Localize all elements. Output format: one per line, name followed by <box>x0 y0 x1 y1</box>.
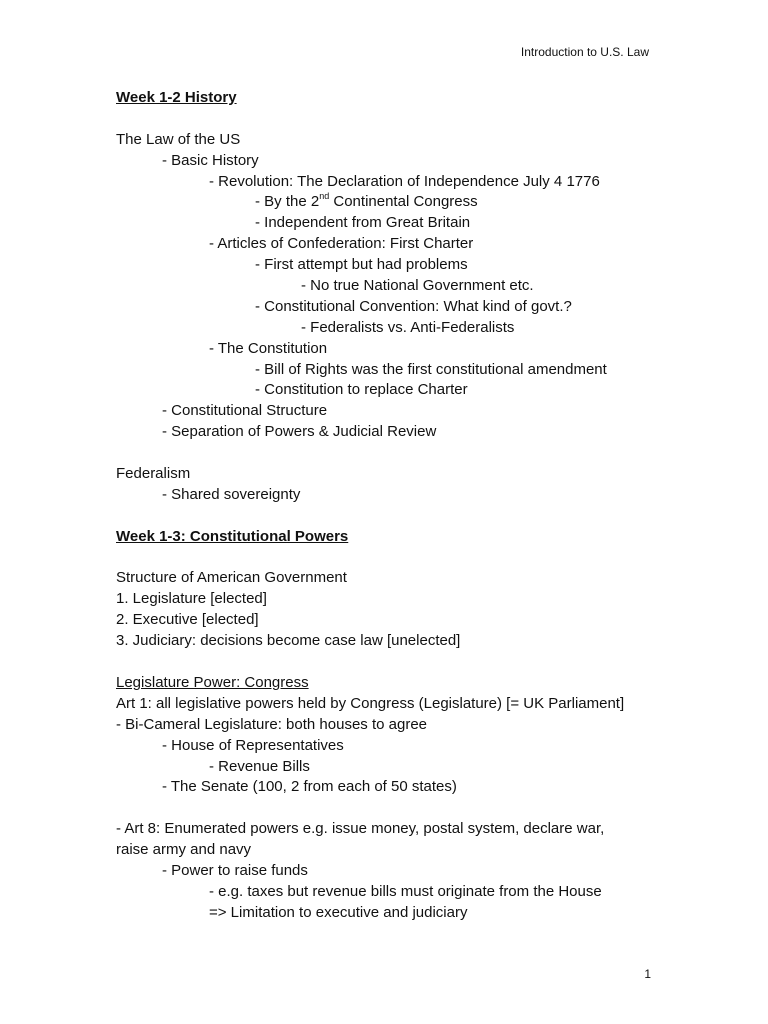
subheading-legislature-power: Legislature Power: Congress <box>116 673 309 691</box>
page-number: 1 <box>644 967 651 981</box>
bullet-federalists: - Federalists vs. Anti-Federalists <box>301 318 515 336</box>
bullet-art-8-continued: raise army and navy <box>116 841 252 859</box>
bullet-limitation: => Limitation to executive and judiciary <box>209 903 468 921</box>
spacer <box>116 443 676 464</box>
topic-law-of-us: The Law of the US <box>116 130 241 148</box>
spacer <box>116 548 676 569</box>
bullet-bicameral: - Bi-Cameral Legislature: both houses to agree <box>116 715 428 733</box>
bullet-senate: - The Senate (100, 2 from each of 50 states) <box>162 778 457 796</box>
bullet-raise-funds: - Power to raise funds <box>162 861 308 879</box>
bullet-shared-sovereignty: - Shared sovereignty <box>162 485 301 503</box>
topic-federalism: Federalism <box>116 465 191 483</box>
bullet-separation-of-powers: - Separation of Powers & Judicial Review <box>162 423 437 441</box>
bullet-independent: - Independent from Great Britain <box>255 214 471 232</box>
spacer <box>116 798 676 819</box>
bullet-first-attempt: - First attempt but had problems <box>255 256 468 274</box>
bullet-no-true-government: - No true National Government etc. <box>301 277 534 295</box>
text-art-1: Art 1: all legislative powers held by Congress (Legislature) [= UK Parliament] <box>116 694 625 712</box>
section-heading-week-1-3: Week 1-3: Constitutional Powers <box>116 527 349 545</box>
spacer <box>116 652 676 673</box>
list-item-judiciary: 3. Judiciary: decisions become case law [unelected] <box>116 632 461 650</box>
bullet-text: - By the 2 <box>255 193 320 211</box>
bullet-taxes: - e.g. taxes but revenue bills must originate from the House <box>209 882 602 900</box>
superscript-ordinal: nd <box>319 191 330 202</box>
spacer <box>116 109 676 130</box>
bullet-basic-history: - Basic History <box>162 151 259 169</box>
bullet-replace-charter: - Constitution to replace Charter <box>255 381 468 399</box>
bullet-the-constitution: - The Constitution <box>209 339 328 357</box>
bullet-convention: - Constitutional Convention: What kind of govt.? <box>255 297 572 315</box>
spacer <box>116 506 676 527</box>
bullet-art-8: - Art 8: Enumerated powers e.g. issue money, postal system, declare war, <box>116 820 605 838</box>
bullet-revenue-bills: - Revenue Bills <box>209 757 310 775</box>
bullet-articles: - Articles of Confederation: First Charter <box>209 235 474 253</box>
list-item-legislature: 1. Legislature [elected] <box>116 590 267 608</box>
document-body <box>116 88 676 924</box>
bullet-bill-of-rights: - Bill of Rights was the first constitutional amendment <box>255 360 607 378</box>
bullet-revolution: - Revolution: The Declaration of Independence July 4 1776 <box>209 172 600 190</box>
list-item-executive: 2. Executive [elected] <box>116 611 259 629</box>
running-header: Introduction to U.S. Law <box>520 45 649 59</box>
bullet-continental-congress <box>116 192 676 213</box>
bullet-constitutional-structure: - Constitutional Structure <box>162 402 328 420</box>
topic-structure: Structure of American Government <box>116 569 347 587</box>
bullet-text: Continental Congress <box>329 193 478 211</box>
section-heading-week-1-2: Week 1-2 History <box>116 89 237 106</box>
bullet-house-of-representatives: - House of Representatives <box>162 736 344 754</box>
